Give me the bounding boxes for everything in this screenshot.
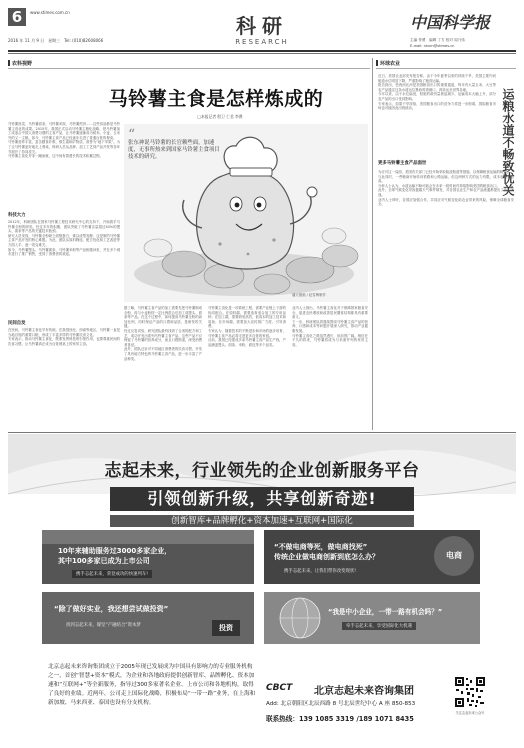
qr-label: 关注志起未来公众号 bbox=[455, 711, 485, 715]
paragraph: 马铃薯主食化并非一蹴而就，这中间有着漫长的技术积累过程。 bbox=[8, 154, 103, 159]
ad-company-description: 北京志起未来咨询集团成立于2005年现已发展成为中国具有影响力的专业服务机构之一，首创“智慧+资本”模式，为企业和各地政府提供创新智库、品牌孵化、资本加速和“互联网+”等全新服务，指导过300多家著名企业、上市公司和各地机构，取得了良好的业绩。近两年，公司走上国际化战略，积极布局“一带一路”业务，在上海和新加坡、马来西亚、泰国也设有分支机构。 bbox=[48, 664, 256, 706]
panel-line: “除了做好实业，我还想尝试做投资” bbox=[54, 605, 169, 613]
paragraph: 研究人员发现，马铃薯全粉缺乏面筋蛋白，难以成型发酵，这是制约马铃薯主食产品开发的核心难题。为此，团队从原料筛选、配方优化和工艺改进等方面入手，逐一攻克难关。 bbox=[8, 233, 120, 247]
company-address: Add: 北京朝阳区北辰西路 8 号北辰世纪中心 A 座 850-853 bbox=[266, 701, 416, 707]
body-col-1 bbox=[8, 122, 120, 159]
newspaper-logo: 中国科学报 bbox=[410, 13, 491, 32]
panel-note: 牵手志起未来，享受国际化大机遇 bbox=[342, 622, 416, 630]
ecommerce-badge: 电商 bbox=[434, 536, 474, 576]
paragraph: 马铃薯主食化之路虽然漫长，但前景广阔。相信在不久的将来，马铃薯将成为与米面并列的家常主食。 bbox=[292, 333, 368, 347]
body-col-2 bbox=[124, 306, 202, 361]
right-subhead: 更多马铃薯主食产品面世 bbox=[378, 161, 427, 166]
panel-line: 其中100多家已成为上市公司 bbox=[58, 557, 150, 565]
tel-text: Tel: (010)82608066 bbox=[64, 38, 104, 43]
body-col-4 bbox=[292, 306, 368, 347]
ad-subtitle: 引领创新升级，共享创新奇迹! bbox=[110, 487, 414, 511]
paragraph: 为应对这一局面，美国有关部门已经开始采取疏浚航道等措施，以保障粮食运输的畅通。 bbox=[378, 170, 511, 174]
article-title: 马铃薯主食是怎样炼成的 bbox=[108, 88, 324, 110]
panel-note: 携手志起未来，让我们带你改变现状! bbox=[284, 569, 357, 574]
globe-icon bbox=[264, 592, 480, 644]
lead-text: 张东神说马铃薯的长官赖些面，加速度，无事所热来到国家马铃薯主食项目技术的研究。 bbox=[128, 140, 220, 160]
paragraph: 2012年，科研团队在国家马铃薯工程技术研究中心的支持下，开始着手马铃薯全粉的研发。经过多年的积累，团队突破了马铃薯含量超过40%的馒头、面条等产品的关键技术瓶颈。 bbox=[8, 220, 120, 234]
article-byline: □本报记者 殷卫 仁君 李赛 bbox=[197, 114, 243, 119]
ad-title: 志起未来，行业领先的企业创新服务平台 bbox=[104, 461, 420, 481]
panel-line: 10年来辅助服务过3000多家企业， bbox=[58, 547, 172, 555]
site-url[interactable]: www.stimes.com.cn bbox=[30, 10, 70, 15]
column-divider bbox=[372, 58, 373, 430]
panel-note: 找到志起未来，嫁坚“产融结合”资本梦 bbox=[66, 623, 141, 628]
paragraph: 业内人士指出，马铃薯主食化对于保障国家粮食安全、促进农民增收和改善居民膳食结构都具有重要意义。 bbox=[292, 306, 368, 320]
subhead: 科技大力 bbox=[8, 213, 26, 218]
paragraph: 报告指出，密西西比河是美国粮食出口的重要通道，每年有大量玉米、大豆等农产品通过这条水道运往墨西哥湾港口，再转运至世界各地。 bbox=[378, 83, 496, 92]
panel-line: 传统企业做电商创新到底怎么办？ bbox=[274, 553, 379, 561]
quote-mark-icon: “ bbox=[128, 127, 136, 143]
logo-strip bbox=[42, 530, 254, 544]
company-logo: CBCT bbox=[266, 683, 293, 693]
paragraph: 马铃薯主食化是一项系统工程，需要产业链上下游的协同配合。在原料端，需要选育适合加工的专用品种；在加工端，需要研发高效、低成本的加工技术和装备；在市场端，需要加大宣传推广力度，引导消费。 bbox=[208, 306, 286, 329]
paragraph: 此外，全球气候变化导致极端天气事件频发，对各国农业生产和农产品流通都提出了新的挑战。 bbox=[378, 188, 514, 197]
column-tag-marker bbox=[8, 60, 10, 66]
paragraph: 此外，团队还针对不同地区消费者的饮食习惯，开发了具有地方特色的马铃薯主食产品，进一步丰富了产品种类。 bbox=[124, 347, 202, 361]
ad-services: 创新智库+品牌孵化+资本加速+互联网+国际化 bbox=[110, 515, 414, 527]
paragraph: 近日，美国农业部发布报告称，由于今年夏季以来的持续干旱，美国主要内河航道水位明显下降，严重影响了粮食运输。 bbox=[378, 74, 496, 83]
paragraph: 今年以来，由于水位偏低，驳船的载货量被迫减少，运输成本大幅上升，部分农产品的出口受到影响。 bbox=[378, 92, 496, 101]
paragraph: 目前，我国已经建成多条马铃薯主食产品生产线，产品涵盖馒头、面条、米粉、面包等多个品类。 bbox=[208, 338, 286, 347]
column-tag: 农科视野 bbox=[12, 61, 33, 67]
paragraph: 业内人士呼吁，各国应加强合作，共同应对气候变化给农业带来的风险，保障全球粮食安全。 bbox=[378, 197, 514, 207]
tag-rule bbox=[8, 68, 370, 69]
paragraph: 马铃薯营养丰富，富含膳食纤维、维生素和矿物质，被誉为“地下苹果”。为了让马铃薯更好地走上餐桌，科研人员从品种、加工工艺到产品开发等各环节展开了协同攻关。 bbox=[8, 140, 121, 154]
right-headline: 运粮水道不畅致忧关 bbox=[501, 88, 515, 196]
qr-code-icon[interactable] bbox=[454, 676, 486, 708]
tag-rule bbox=[376, 68, 516, 69]
editor-email[interactable]: E-mail: nkxm@stimes.cn bbox=[410, 44, 455, 48]
right-body-top bbox=[378, 74, 496, 111]
date-text: 2016 年 11 月 9 日 星期三 bbox=[8, 38, 61, 43]
paragraph: 专家表示，如果干旱持续，美国粮食出口的竞争力将进一步削弱，国际粮食市场也可能因此出现波动。 bbox=[378, 101, 496, 111]
paragraph: 经过反复试验，研究团队最终找到了合适的配方和工艺，成功开发出系列马铃薯主食产品。这些产品不仅保留了马铃薯的营养成分，而且口感筋道，深受消费者喜爱。 bbox=[124, 328, 202, 347]
paragraph: 分析人士认为，水道运输不畅可能会在未来一段时间内持续影响美国的粮食出口。 bbox=[378, 183, 501, 188]
investment-badge: 投资 bbox=[212, 620, 240, 636]
paragraph: 专家表示，推动马铃薯主食化，既要发挥科技的引领作用，也要尊重民间的饮食习惯，让马铃薯真正成为百姓餐桌上的家常主食。 bbox=[8, 337, 120, 346]
ad-separator bbox=[8, 432, 516, 433]
paragraph: 如今，马铃薯馒头、马铃薯面条、马铃薯米粉等产品相继问世，并在多个城市进行了推广销售，受到了消费者的欢迎。 bbox=[8, 247, 120, 257]
right-body-bottom bbox=[378, 170, 514, 207]
paragraph: 与此同时，一些粮商开始转向铁路和公路运输，但这两种方式的运力有限，成本也相对较高。 bbox=[378, 174, 514, 184]
qr-code-svg bbox=[454, 676, 486, 708]
paragraph: 下一步，科研团队将继续围绕马铃薯主食产品的营养、口感和成本等问题开展深入研究，推动产业健康发展。 bbox=[292, 319, 368, 333]
lead-quote bbox=[128, 127, 220, 178]
editors-line: 主编 佟勇 编辑 丁方 校对 周乃伟 bbox=[410, 38, 465, 42]
panel-line: “我是中小企业，一带一路有机会吗？” bbox=[328, 608, 443, 616]
body-col-1c bbox=[8, 328, 120, 346]
ad-panel-belt-road[interactable] bbox=[264, 592, 480, 644]
header-rule bbox=[8, 50, 516, 52]
panel-note: 携手志起未来，荣登成功的快速列车! bbox=[72, 570, 152, 578]
section-title: 科研 bbox=[236, 14, 288, 38]
paragraph: 据了解，马铃薯主食产品的加工需要先把马铃薯制成全粉，再与小麦粉按一定比例混合后加工成馒头、面条等产品。在这个过程中，如何提高马铃薯全粉的添加比例，同时保证产品的口感和品质，是研发的关键。 bbox=[124, 306, 202, 329]
company-hotline[interactable]: 联系热线：139 1085 3319 /189 1071 8435 bbox=[266, 715, 414, 723]
ad-panel-experience[interactable] bbox=[42, 530, 254, 584]
paragraph: 在民间，马铃薯主食化早有传统。在我国西北、西南等地区，马铃薯一直是当地百姓的重要口粮，形成了丰富多样的马铃薯饮食文化。 bbox=[8, 328, 120, 337]
body-col-3 bbox=[208, 306, 286, 347]
paragraph: 专家认为，随着技术的不断进步和市场的逐步培育，马铃薯主食产品必将走进更多百姓的家庭。 bbox=[208, 328, 286, 338]
body-col-1b bbox=[8, 220, 120, 257]
subhead: 民间自发 bbox=[8, 321, 26, 326]
ad-panel-investment[interactable] bbox=[42, 592, 254, 644]
header-rule-thin bbox=[8, 53, 516, 54]
column-tag: 环球农业 bbox=[380, 61, 401, 67]
company-name: 北京志起未来咨询集团 bbox=[314, 686, 414, 697]
illustration-caption: 潘天德画 / 赵雪梅制作 bbox=[292, 293, 326, 297]
ad-panel-ecommerce[interactable] bbox=[264, 530, 480, 584]
paragraph: 马铃薯饭菜，马铃薯面条，马铃薯米饭，马铃薯煎饼……这些食品都是马铃薯主食化的成果。2015年，我国正式启动马铃薯主粮化战略，把马铃薯加工成适合中国人消费习惯的主食产品，让马铃薯逐渐成为稻米、小麦、玉米外的又一主粮。如今，马铃薯主食产品已经逐步走进了普通百姓的餐桌。 bbox=[8, 122, 120, 140]
column-tag-marker bbox=[376, 60, 378, 66]
issue-date bbox=[8, 38, 103, 44]
page-number: 6 bbox=[8, 8, 26, 26]
panel-line: “不做电商等死，做电商找死” bbox=[274, 543, 368, 551]
section-title-en: RESEARCH bbox=[235, 38, 289, 46]
